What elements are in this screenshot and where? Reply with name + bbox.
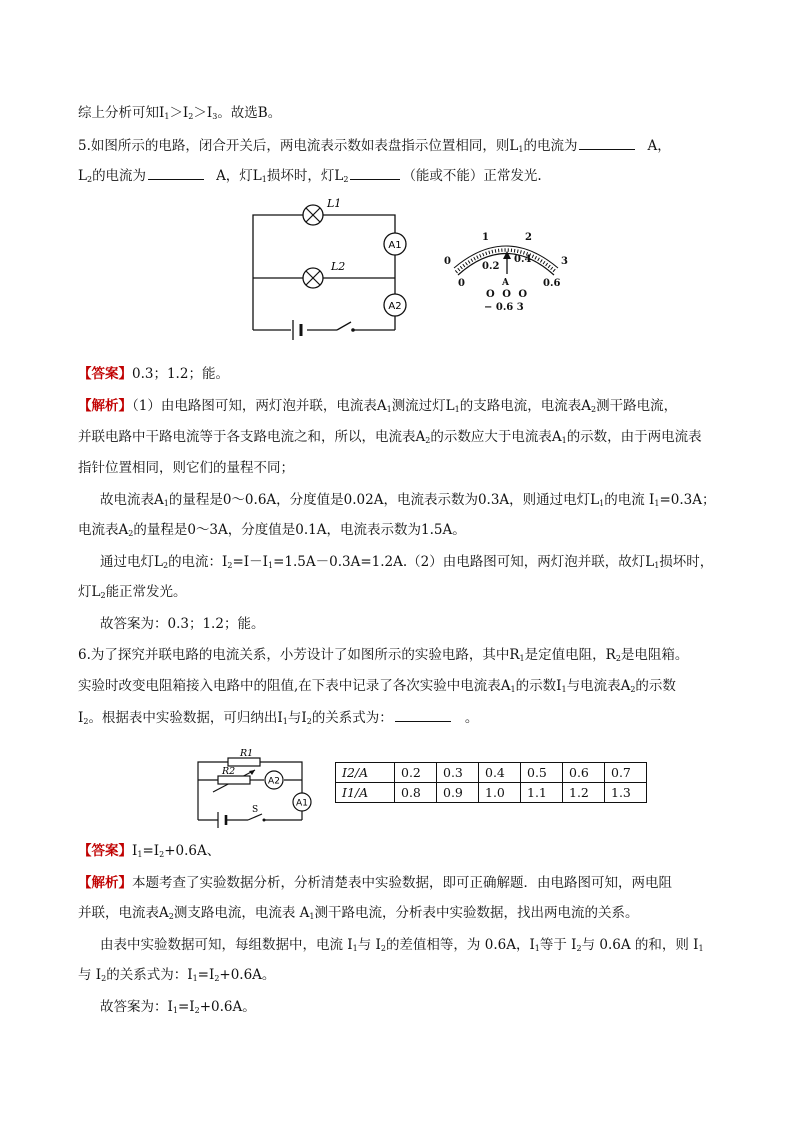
subscript: 1 — [654, 561, 660, 570]
ammeter-dial — [436, 222, 576, 317]
text: 。 — [464, 710, 479, 726]
dial-inner-tick: 0 — [458, 278, 465, 289]
text: 的量程是0～0.6A，分度值是0.02A，电流表示数为0.3A，则通过电灯L — [168, 492, 600, 508]
text: 的电流：I — [168, 554, 228, 570]
subscript: 2 — [425, 436, 431, 445]
q5-explanation-3 — [78, 458, 294, 478]
table-cell: 0.6 — [563, 763, 605, 783]
text: 损坏时， — [659, 554, 714, 570]
text: 故电流表A — [100, 492, 164, 508]
text: 电流表A — [78, 522, 129, 538]
q6-explanation-3 — [100, 935, 704, 959]
table-cell: 1.0 — [479, 783, 521, 803]
text: +0.6A。 — [199, 999, 256, 1015]
q6-line-2 — [78, 676, 676, 700]
text: 损坏时，灯L — [266, 168, 344, 184]
table-row — [336, 783, 647, 803]
explanation-tag: 【解析】 — [78, 875, 132, 891]
q5-explanation-4 — [100, 490, 716, 514]
subscript: 2 — [615, 654, 621, 663]
subscript: 1 — [698, 944, 704, 953]
text: 的电流为 — [92, 168, 147, 184]
text: 故答案为：I — [100, 999, 173, 1015]
subscript: 2 — [101, 974, 107, 983]
text: 的示数I — [515, 678, 562, 694]
dial-outer-tick: 2 — [525, 232, 532, 243]
text: 的示数，由于两电流表 — [566, 429, 702, 445]
text: 与I — [287, 710, 307, 726]
dial-unit-label: A — [502, 278, 509, 288]
subscript: 2 — [128, 529, 134, 538]
text: 测干路电流，分析表中实验数据，找出两电流的关系。 — [314, 905, 639, 921]
subscript: 2 — [306, 717, 312, 726]
q5-explanation-8 — [100, 614, 264, 634]
table-cell: 0.4 — [479, 763, 521, 783]
dial-inner-tick: 0.6 — [543, 278, 561, 289]
subscript: 1 — [137, 850, 143, 859]
table-cell: 0.3 — [437, 763, 479, 783]
subscript: 2 — [343, 175, 349, 184]
lamp-l2 — [303, 268, 323, 288]
text: =1.5A－0.3A=1.2A.（2）由电路图可知，两灯泡并联，故灯L — [273, 554, 655, 570]
subscript: 1 — [510, 685, 516, 694]
subscript: 2 — [380, 944, 386, 953]
table-cell: 1.3 — [605, 783, 647, 803]
explanation-tag: 【解析】 — [78, 398, 132, 414]
table-row-header: I1/A — [336, 783, 395, 803]
q6-explanation-4 — [78, 965, 275, 989]
table-row — [336, 763, 647, 783]
data-table — [335, 762, 647, 803]
text: 测流过灯L — [391, 398, 455, 414]
text: 的支路电流，电流表A — [459, 398, 591, 414]
text: =0.3A； — [659, 492, 716, 508]
subscript: 1 — [192, 974, 198, 983]
subscript: 1 — [599, 499, 605, 508]
text: +0.6A、 — [164, 843, 221, 859]
q5-explanation-1 — [78, 396, 677, 420]
text: （1）由电路图可知，两灯泡并联，电流表A — [132, 398, 387, 414]
answer-blank — [395, 707, 451, 722]
text: 实验时改变电阻箱接入电路中的阻值,在下表中记录了各次实验中电流表A — [78, 678, 511, 694]
text: 的差值相等，为 0.6A，I — [385, 937, 535, 953]
text: I — [132, 843, 138, 859]
text: 是定值电阻，R — [524, 647, 616, 663]
table-row-header: I2/A — [336, 763, 395, 783]
dial-outer-tick: 3 — [561, 256, 568, 267]
subscript: 2 — [188, 112, 194, 121]
subscript: 2 — [630, 685, 636, 694]
table-cell: 0.5 — [521, 763, 563, 783]
q5-explanation-2 — [78, 427, 702, 451]
subscript: 1 — [282, 717, 288, 726]
text: 本题考查了实验数据分析，分析清楚表中实验数据，即可正确解题．由电路图可知，两电阻 — [132, 875, 672, 891]
text: 的电流 I — [604, 492, 655, 508]
q6-explanation-2 — [78, 903, 638, 927]
dial-terminals: O O O — [486, 289, 530, 300]
dial-terminal-labels: − 0.6 3 — [484, 302, 524, 313]
text: 6.为了探究并联电路的电流关系，小芳设计了如图所示的实验电路，其中R — [78, 647, 520, 663]
subscript: 1 — [261, 175, 267, 184]
subscript: 1 — [518, 145, 524, 154]
r1-label: R1 — [240, 748, 254, 759]
table-cell: 1.1 — [521, 783, 563, 803]
switch-label: S — [252, 805, 259, 815]
answer-blank — [350, 165, 400, 180]
subscript: 2 — [168, 912, 174, 921]
text: =I — [177, 999, 195, 1015]
text: =I－I — [232, 554, 268, 570]
text: 与 I — [357, 937, 381, 953]
text: 指针位置相同，则它们的量程不同； — [78, 460, 294, 476]
answer-blank — [579, 135, 635, 150]
text: 的示数应大于电流表A — [430, 429, 562, 445]
dial-inner-tick: 0.2 — [482, 261, 500, 272]
q5-answer — [78, 364, 229, 384]
subscript: 1 — [654, 499, 660, 508]
subscript: 1 — [561, 685, 567, 694]
text: 5.如图所示的电路，闭合开关后，两电流表示数如表盘指示位置相同，则L — [78, 138, 519, 154]
q5-line-2 — [78, 165, 542, 190]
table-cell: 0.8 — [395, 783, 437, 803]
text: 的关系式为： — [311, 710, 393, 726]
text: 。故选B。 — [217, 105, 282, 121]
answer-tag: 【答案】 — [78, 843, 132, 859]
text: L — [78, 168, 87, 184]
text: A，灯L — [216, 168, 262, 184]
text: 等于 I — [539, 937, 577, 953]
subscript: 1 — [309, 912, 315, 921]
subscript: 1 — [172, 1006, 178, 1015]
lamp-l1-label: L1 — [327, 197, 342, 210]
subscript: 1 — [534, 944, 540, 953]
subscript: 1 — [267, 561, 274, 570]
q6-line-1 — [78, 645, 688, 669]
answer-text: 0.3；1.2；能。 — [132, 366, 229, 382]
answer-blank — [148, 165, 204, 180]
text: 灯L — [78, 584, 101, 600]
text: 与 0.6A 的和，则 I — [581, 937, 699, 953]
text: 能正常发光。 — [105, 584, 187, 600]
text: 测支路电流，电流表 A — [173, 905, 310, 921]
subscript: 1 — [352, 944, 358, 953]
ammeter-a1-label: A1 — [388, 240, 402, 251]
q5-explanation-6 — [100, 552, 713, 576]
q6-circuit-diagram — [180, 748, 320, 828]
subscript: 1 — [454, 405, 460, 414]
dial-inner-tick: 0.4 — [514, 254, 532, 265]
text: =I — [142, 843, 160, 859]
text: 故答案为：0.3；1.2；能。 — [100, 616, 265, 632]
r2-label: R2 — [222, 766, 236, 777]
text: +0.6A。 — [219, 967, 276, 983]
text: =I — [197, 967, 215, 983]
table-cell: 0.7 — [605, 763, 647, 783]
text: 的电流为 — [523, 138, 578, 154]
dial-outer-tick: 1 — [482, 232, 489, 243]
subscript: 2 — [162, 561, 169, 570]
subscript: 2 — [214, 974, 220, 983]
subscript: 3 — [212, 112, 218, 121]
q6-ammeter-a2-label: A2 — [268, 776, 280, 787]
text: 的示数 — [635, 678, 676, 694]
q5-explanation-7 — [78, 582, 187, 606]
summary-line — [78, 103, 281, 127]
lamp-l2-label: L2 — [331, 260, 346, 273]
subscript: 1 — [163, 499, 169, 508]
subscript: 1 — [561, 436, 567, 445]
resistor-r1 — [228, 758, 260, 766]
text: 是电阻箱。 — [620, 647, 689, 663]
subscript: 2 — [194, 1006, 200, 1015]
table-cell: 0.9 — [437, 783, 479, 803]
answer-tag: 【答案】 — [78, 366, 132, 382]
q5-explanation-5 — [78, 520, 466, 544]
subscript: 2 — [227, 561, 233, 570]
text: 与 I — [78, 967, 102, 983]
q6-line-3 — [78, 707, 478, 732]
subscript: 1 — [164, 112, 170, 121]
subscript: 2 — [591, 405, 597, 414]
text: 由表中实验数据可知，每组数据中，电流 I — [100, 937, 353, 953]
text: I — [78, 710, 84, 726]
q5-line-1 — [78, 135, 671, 160]
q6-answer — [78, 841, 220, 865]
table-cell: 1.2 — [563, 783, 605, 803]
text: A， — [647, 138, 671, 154]
ammeter-a2-label: A2 — [388, 301, 402, 312]
text: ＞I — [169, 105, 189, 121]
dial-outer-tick: 0 — [444, 256, 451, 267]
resistor-r2 — [218, 776, 250, 784]
text: 并联电路中干路电流等于各支路电流之和，所以，电流表A — [78, 429, 426, 445]
text: 的量程是0～3A，分度值是0.1A，电流表示数为1.5A。 — [133, 522, 466, 538]
text: 并联，电流表A — [78, 905, 169, 921]
text: （能或不能）正常发光. — [402, 168, 542, 184]
q5-circuit-diagram — [245, 190, 415, 340]
q6-explanation-5 — [100, 997, 256, 1021]
text: 与电流表A — [566, 678, 631, 694]
table-cell: 0.2 — [395, 763, 437, 783]
text: 。根据表中实验数据，可归纳出I — [88, 710, 283, 726]
text: ＞I — [193, 105, 213, 121]
text: 综上分析可知I — [78, 105, 165, 121]
subscript: 2 — [576, 944, 582, 953]
subscript: 1 — [519, 654, 525, 663]
subscript: 1 — [386, 405, 392, 414]
text: 的关系式为：I — [106, 967, 193, 983]
subscript: 2 — [100, 591, 106, 600]
lamp-l1 — [303, 205, 323, 225]
text: 测干路电流， — [596, 398, 678, 414]
q6-explanation-1 — [78, 873, 672, 893]
text: 通过电灯L — [100, 554, 163, 570]
q6-ammeter-a1-label: A1 — [296, 798, 308, 809]
subscript: 2 — [83, 717, 89, 726]
subscript: 2 — [86, 175, 93, 184]
subscript: 2 — [159, 850, 165, 859]
